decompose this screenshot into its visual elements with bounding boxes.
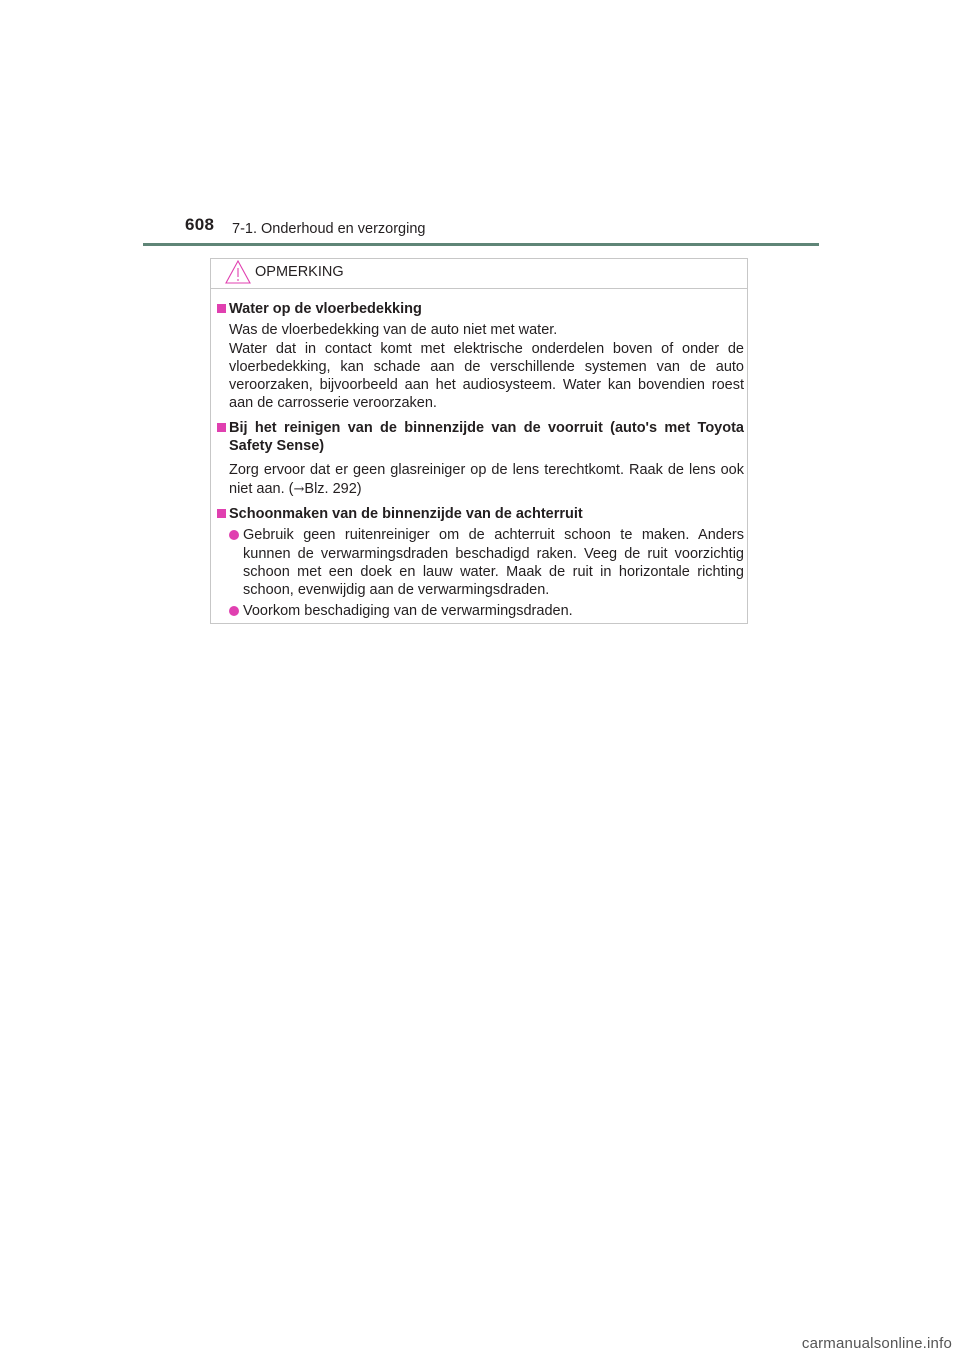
notice-header bbox=[211, 259, 747, 289]
list-item bbox=[216, 602, 744, 620]
list-item bbox=[216, 526, 744, 599]
section-title: 7-1. Onderhoud en verzorging bbox=[232, 221, 426, 237]
list-item-text: Gebruik geen ruitenreiniger om de achterruit schoon te maken. Anders kunnen de verwarmingsdraden beschadigd raken. Veeg de ruit voorzichtig schoon met een doek en lauw water. Maak de ruit in horizontale richting schoon, evenwijdig aan de verwarmingsdraden. bbox=[243, 527, 744, 599]
square-bullet-icon bbox=[217, 509, 226, 518]
item-text-before-arrow: Zorg ervoor dat er geen glasreiniger op de lens terechtkomt. Raak de lens ook niet aan. ( bbox=[229, 462, 744, 497]
header-rule bbox=[143, 243, 819, 246]
list-item-text: Voorkom beschadiging van de verwarmingsdraden. bbox=[243, 603, 573, 620]
item-heading-text: Water op de vloerbedekking bbox=[229, 301, 422, 317]
arrow-right-icon: → bbox=[293, 481, 305, 497]
item-paragraph: Water dat in contact komt met elektrische onderdelen boven of onder de vloerbedekking, kan schade aan de verschillende systemen van de auto veroorzaken, bijvoorbeeld aan het audiosysteem. Water kan bovendien roest aan de carrosserie veroorzaken. bbox=[229, 340, 744, 412]
notice-body bbox=[216, 300, 744, 621]
notice-label: OPMERKING bbox=[255, 264, 344, 280]
notice-box bbox=[210, 258, 748, 624]
item-heading-text: Schoonmaken van de binnenzijde van de achterruit bbox=[229, 505, 583, 522]
page-reference-link[interactable]: Blz. 292) bbox=[304, 480, 362, 497]
item-heading-text: Bij het reinigen van de binnenzijde van de voorruit (auto's met Toyota Safety Sense) bbox=[229, 419, 744, 455]
warning-triangle-icon bbox=[224, 259, 252, 285]
watermark: carmanualsonline.info bbox=[801, 1335, 952, 1352]
square-bullet-icon bbox=[217, 304, 226, 313]
square-bullet-icon bbox=[217, 423, 226, 432]
circle-bullet-icon bbox=[229, 530, 239, 540]
item-paragraph: Was de vloerbedekking van de auto niet met water. bbox=[229, 322, 558, 339]
page-number: 608 bbox=[185, 215, 215, 234]
circle-bullet-icon bbox=[229, 606, 239, 616]
item-heading bbox=[216, 505, 744, 523]
item-paragraph bbox=[216, 461, 744, 499]
item-heading bbox=[216, 300, 744, 318]
item-heading bbox=[216, 419, 744, 456]
